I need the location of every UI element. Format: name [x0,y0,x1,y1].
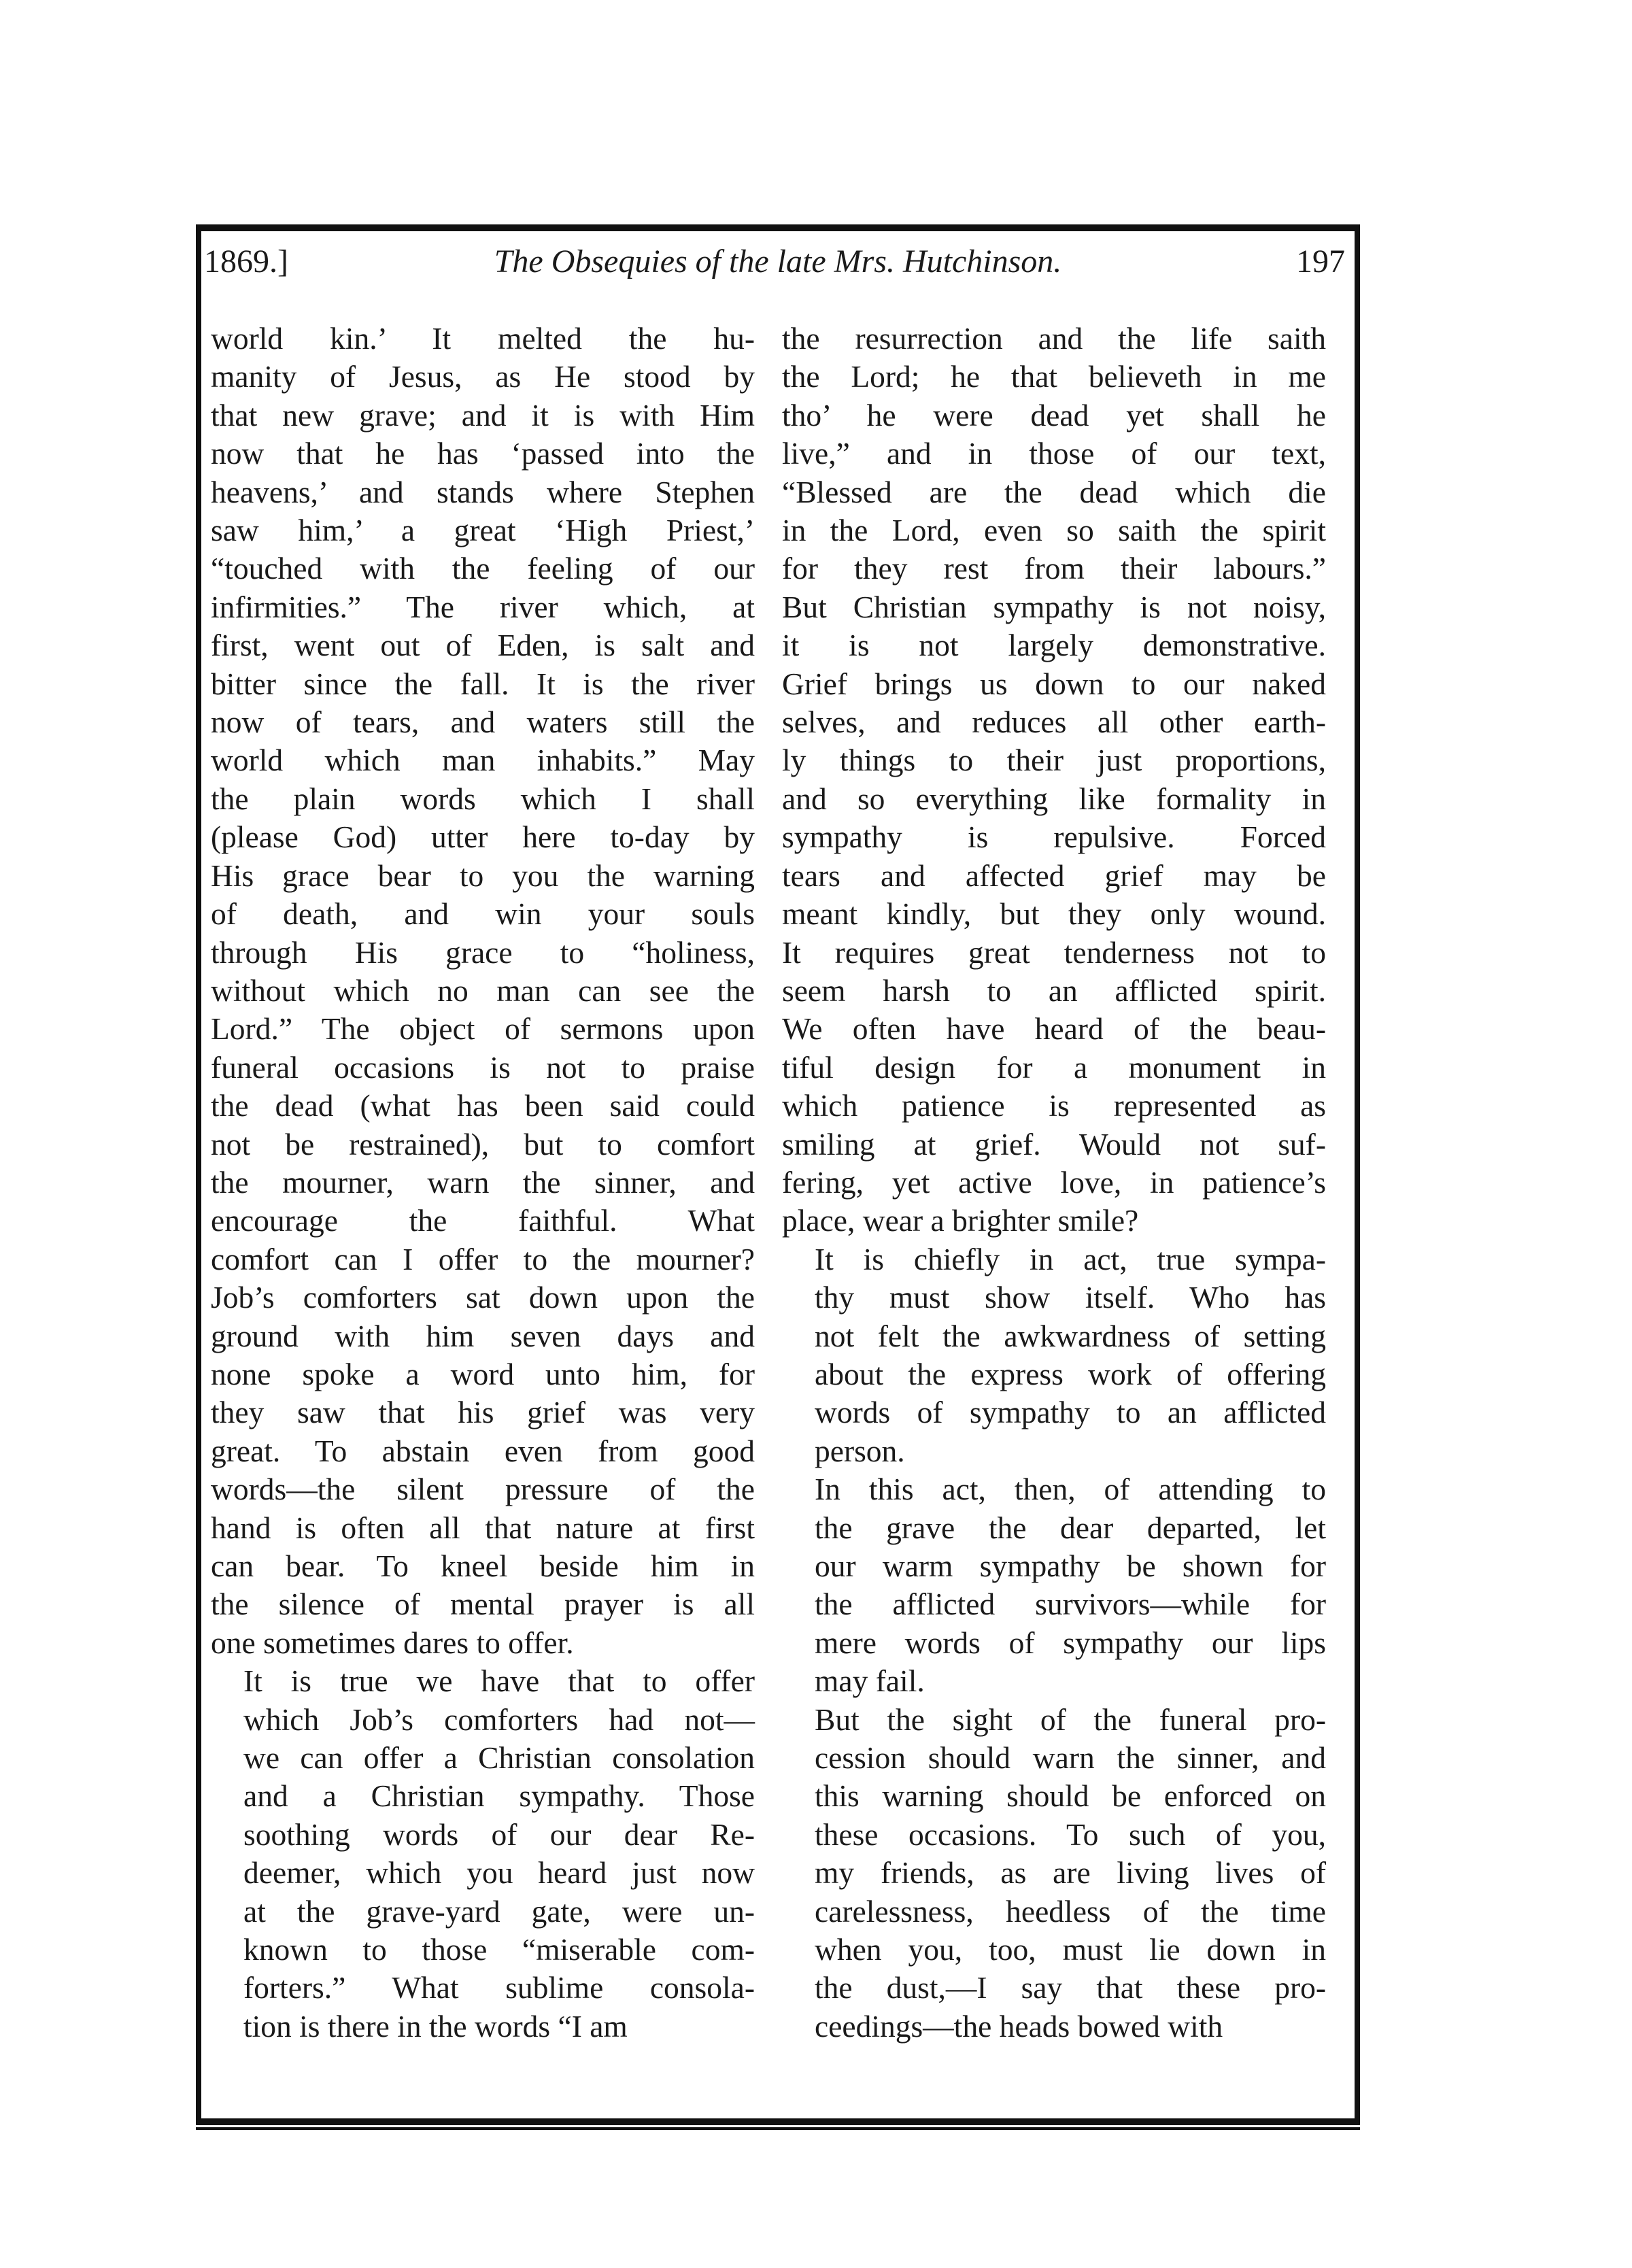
text-line: known to those “miserable com- [243,1932,755,1967]
text-line: and so everything like formality in [782,781,1326,816]
paragraph [782,1470,1326,1700]
text-line: Job’s comforters sat down upon the [211,1280,755,1315]
text-line: mere words of sympathy our lips [815,1625,1326,1660]
text-line: fering, yet active love, in patience’s [782,1164,1326,1200]
text-line: the dust,—I say that these pro- [815,1970,1326,2005]
text-line: smiling at grief. Would not suf- [782,1126,1326,1162]
text-line: ly things to their just proportions, [782,743,1326,778]
text-line: comfort can I offer to the mourner? [211,1241,755,1276]
paragraph [782,1240,1326,1470]
text-line: without which no man can see the [211,972,755,1008]
text-line: “touched with the feeling of our [211,551,755,586]
text-line: the Lord; he that believeth in me [782,359,1326,394]
text-line: deemer, which you heard just now [243,1855,755,1891]
text-line: tears and affected grief may be [782,858,1326,893]
text-line: Lord.” The object of sermons upon [211,1011,755,1047]
text-line: can bear. To kneel beside him in [211,1548,755,1583]
text-line: now that he has ‘passed into the [211,436,755,471]
text-line: It is chiefly in act, true sympa- [815,1241,1326,1276]
text-line: that new grave; and it is with Him [211,397,755,433]
text-line: they saw that his grief was very [211,1395,755,1430]
text-line: the dead (what has been said could [211,1088,755,1123]
text-line: selves, and reduces all other earth- [782,705,1326,740]
text-line: great. To abstain even from good [211,1433,755,1468]
text-line: it is not largely demonstrative. [782,628,1326,663]
right-text-column [782,320,1326,2046]
text-line: the plain words which I shall [211,781,755,816]
text-line: His grace bear to you the warning [211,858,755,893]
header-year: 1869.] [204,243,288,280]
text-line: words—the silent pressure of the [211,1472,755,1507]
text-line: thy must show itself. Who has [815,1280,1326,1315]
paragraph [211,1662,755,2046]
text-line: and a Christian sympathy. Those [243,1778,755,1814]
text-line: about the express work of offering [815,1356,1326,1391]
text-line: at the grave-yard gate, were un- [243,1893,755,1929]
text-line: the silence of mental prayer is all [211,1587,755,1622]
text-line: soothing words of our dear Re- [243,1816,755,1852]
text-line: first, went out of Eden, is salt and [211,628,755,663]
text-line: Grief brings us down to our naked [782,666,1326,701]
text-line: the grave the dear departed, let [815,1510,1326,1545]
text-line: We often have heard of the beau- [782,1011,1326,1047]
text-line: of death, and win your souls [211,896,755,932]
text-line: manity of Jesus, as He stood by [211,359,755,394]
text-line: not felt the awkwardness of setting [815,1318,1326,1353]
bottom-rule [196,2127,1360,2130]
text-line: my friends, as are living lives of [815,1855,1326,1891]
text-line: funeral occasions is not to praise [211,1049,755,1085]
text-line: In this act, then, of attending to [815,1472,1326,1507]
text-line: seem harsh to an afflicted spirit. [782,972,1326,1008]
text-line: may fail. [815,1663,925,1699]
text-line: the afflicted survivors—while for [815,1587,1326,1622]
text-line: meant kindly, but they only wound. [782,896,1326,932]
text-line: now of tears, and waters still the [211,705,755,740]
text-line: we can offer a Christian consolation [243,1740,755,1776]
text-line: It is true we have that to offer [243,1663,755,1699]
text-line: “Blessed are the dead which die [782,474,1326,509]
text-line: not be restrained), but to comfort [211,1126,755,1162]
text-line: our warm sympathy be shown for [815,1548,1326,1583]
text-line: hand is often all that nature at first [211,1510,755,1545]
paragraph [782,320,1326,1240]
text-line: live,” and in those of our text, [782,436,1326,471]
text-line: none spoke a word unto him, for [211,1356,755,1391]
text-line: ceedings—the heads bowed with [815,2008,1223,2044]
text-line: these occasions. To such of you, [815,1816,1326,1852]
text-line: encourage the faithful. What [211,1203,755,1238]
text-line: this warning should be enforced on [815,1778,1326,1814]
text-line: cession should warn the sinner, and [815,1740,1326,1776]
text-line: forters.” What sublime consola- [243,1970,755,2005]
text-line: world kin.’ It melted the hu- [211,321,755,356]
text-line: when you, too, must lie down in [815,1932,1326,1967]
header-page-number: 197 [1296,243,1345,280]
text-line: world which man inhabits.” May [211,743,755,778]
text-line: ground with him seven days and [211,1318,755,1353]
text-line: It requires great tenderness not to [782,934,1326,970]
left-text-column [211,320,755,2046]
text-line: the resurrection and the life saith [782,321,1326,356]
text-line: tion is there in the words “I am [243,2008,628,2044]
text-line: which patience is represented as [782,1088,1326,1123]
text-line: for they rest from their labours.” [782,551,1326,586]
text-line: carelessness, heedless of the time [815,1893,1326,1929]
text-line: through His grace to “holiness, [211,934,755,970]
header-running-title: The Obsequies of the late Mrs. Hutchinson. [494,243,1062,280]
text-line: saw him,’ a great ‘High Priest,’ [211,513,755,548]
text-line: (please God) utter here to-day by [211,819,755,855]
text-line: infirmities.” The river which, at [211,589,755,624]
text-line: the mourner, warn the sinner, and [211,1164,755,1200]
text-line: one sometimes dares to offer. [211,1625,574,1660]
paragraph [782,1701,1326,2046]
text-line: heavens,’ and stands where Stephen [211,474,755,509]
text-line: tiful design for a monument in [782,1049,1326,1085]
text-line: in the Lord, even so saith the spirit [782,513,1326,548]
text-line: which Job’s comforters had not— [243,1702,755,1737]
text-line: tho’ he were dead yet shall he [782,397,1326,433]
paragraph [211,320,755,1662]
text-line: But the sight of the funeral pro- [815,1702,1326,1737]
text-line: But Christian sympathy is not noisy, [782,589,1326,624]
text-line: bitter since the fall. It is the river [211,666,755,701]
text-line: sympathy is repulsive. Forced [782,819,1326,855]
text-line: place, wear a brighter smile? [782,1203,1139,1238]
text-line: person. [815,1433,905,1468]
text-line: words of sympathy to an afflicted [815,1395,1326,1430]
running-header [204,241,1352,282]
